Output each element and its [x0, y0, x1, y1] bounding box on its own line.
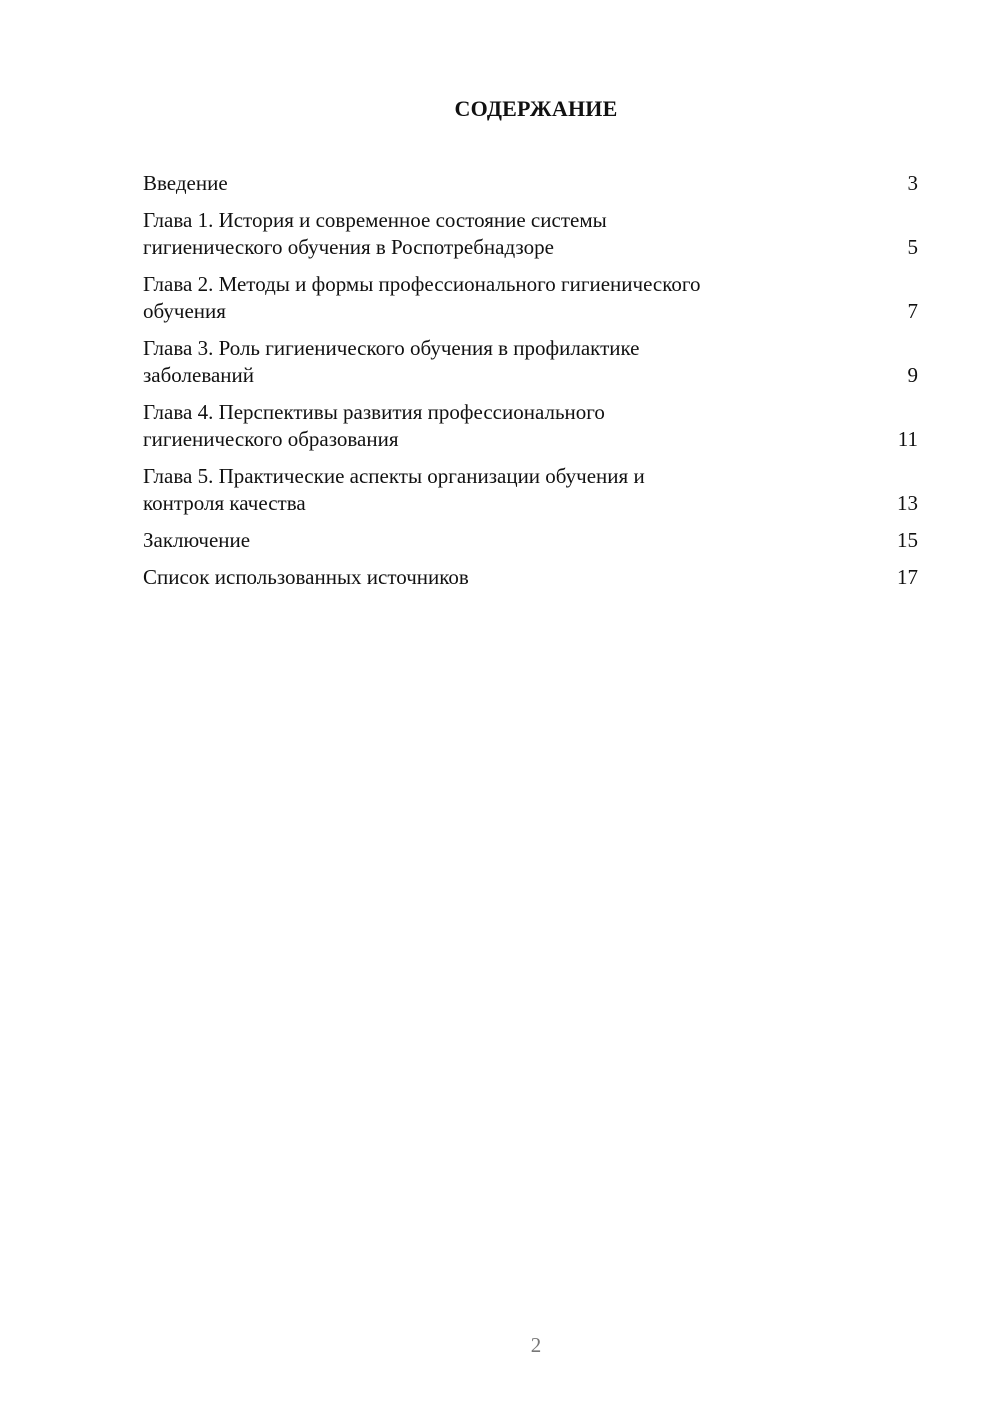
toc-entry-introduction — [143, 170, 918, 197]
toc-entry-page: 13 — [897, 491, 918, 515]
toc-entry-page: 9 — [907, 363, 918, 387]
toc-entry-chapter-2 — [143, 271, 918, 325]
toc-entry-chapter-5 — [143, 463, 918, 517]
page-number: 2 — [530, 1333, 542, 1357]
toc-entry-line: Глава 3. Роль гигиенического обучения в профилактике — [143, 336, 640, 360]
toc-entry-line: Список использованных источников — [143, 565, 469, 589]
toc-entry-text — [143, 463, 833, 517]
toc-entry-page: 15 — [897, 528, 918, 552]
toc-entry-line: контроля качества — [143, 491, 306, 515]
toc-entry-line: обучения — [143, 299, 226, 323]
toc-entry-line: гигиенического образования — [143, 427, 399, 451]
toc-entry-text — [143, 527, 833, 554]
toc-entry-line: заболеваний — [143, 363, 254, 387]
toc-entry-text — [143, 335, 833, 389]
page-title: СОДЕРЖАНИЕ — [454, 96, 618, 121]
toc-entry-line: Глава 4. Перспективы развития профессионального — [143, 400, 605, 424]
toc-entry-text — [143, 564, 833, 591]
toc-entry-chapter-1 — [143, 207, 918, 261]
toc-entry-text — [143, 170, 833, 197]
toc-entry-text — [143, 399, 833, 453]
toc-entry-chapter-3 — [143, 335, 918, 389]
toc-entry-references — [143, 564, 918, 591]
table-of-contents — [143, 170, 918, 601]
toc-entry-line: Глава 2. Методы и формы профессионального гигиенического — [143, 272, 701, 296]
toc-entry-line: гигиенического обучения в Роспотребнадзоре — [143, 235, 554, 259]
toc-entry-text — [143, 207, 833, 261]
toc-entry-text — [143, 271, 833, 325]
toc-entry-line: Глава 1. История и современное состояние системы — [143, 208, 607, 232]
toc-entry-line: Введение — [143, 171, 228, 195]
toc-entry-page: 11 — [897, 427, 918, 451]
toc-entry-conclusion — [143, 527, 918, 554]
toc-entry-line: Заключение — [143, 528, 251, 552]
toc-entry-page: 7 — [907, 299, 918, 323]
toc-entry-page: 3 — [907, 171, 918, 195]
toc-entry-page: 17 — [897, 565, 918, 589]
toc-entry-page: 5 — [907, 235, 918, 259]
toc-entry-chapter-4 — [143, 399, 918, 453]
toc-entry-line: Глава 5. Практические аспекты организации обучения и — [143, 464, 645, 488]
